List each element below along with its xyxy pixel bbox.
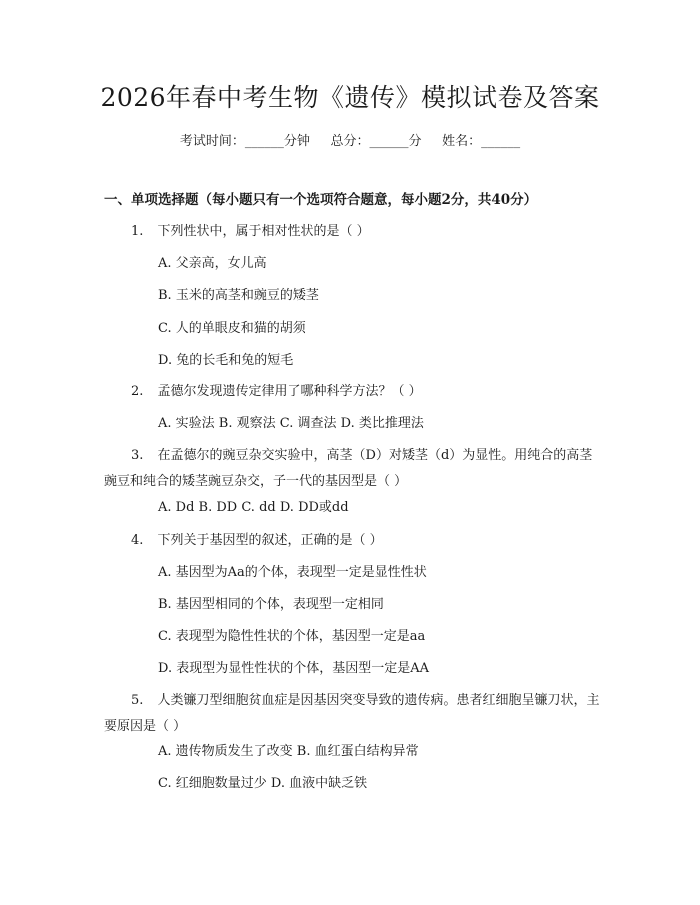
option: C. 人的单眼皮和猫的胡须: [158, 321, 306, 336]
question-number: 3.: [131, 448, 144, 463]
option: B. 玉米的高茎和豌豆的矮茎: [158, 288, 319, 303]
option: A. Dd B. DD C. dd D. DD或dd: [158, 500, 349, 515]
option: B. 基因型相同的个体，表现型一定相同: [158, 597, 384, 612]
question-stem: 孟德尔发现遗传定律用了哪种科学方法？（ ）: [157, 384, 422, 399]
option: D. 表现型为显性性状的个体，基因型一定是AA: [158, 661, 430, 676]
option: C. 红细胞数量过少 D. 血液中缺乏铁: [158, 776, 368, 791]
question-number: 2.: [131, 384, 144, 399]
option: D. 兔的长毛和兔的短毛: [158, 353, 294, 368]
exam-title: 2026年春中考生物《遗传》模拟试卷及答案: [100, 83, 600, 112]
option: A. 基因型为Aa的个体，表现型一定是显性性状: [158, 565, 427, 580]
question-number: 1.: [131, 224, 144, 239]
question-2: [104, 379, 604, 405]
section-heading: 一、单项选择题（每小题只有一个选项符合题意，每小题2分，共40分）: [104, 192, 538, 208]
option: A. 遗传物质发生了改变 B. 血红蛋白结构异常: [158, 744, 419, 759]
question-stem: 下列性状中，属于相对性状的是（ ）: [157, 224, 370, 239]
question-1: [104, 219, 604, 245]
question-number: 5.: [131, 693, 144, 708]
question-4: [104, 528, 604, 554]
question-5: [104, 688, 604, 740]
option: A. 父亲高，女儿高: [158, 256, 267, 271]
question-number: 4.: [131, 533, 144, 548]
question-stem: 人类镰刀型细胞贫血症是因基因突变导致的遗传病。患者红细胞呈镰刀状，主要原因是（ ）: [104, 693, 600, 734]
question-3: [104, 443, 604, 495]
question-stem: 在孟德尔的豌豆杂交实验中，高茎（D）对矮茎（d）为显性。用纯合的高茎豌豆和纯合的矮茎豌豆杂交，子一代的基因型是（ ）: [104, 448, 593, 489]
option: A. 实验法 B. 观察法 C. 调查法 D. 类比推理法: [158, 416, 424, 431]
exam-meta-line: 考试时间：______分钟 总分：______分 姓名：______: [179, 134, 521, 149]
option: C. 表现型为隐性性状的个体，基因型一定是aa: [158, 629, 426, 644]
question-stem: 下列关于基因型的叙述，正确的是（ ）: [157, 533, 383, 548]
